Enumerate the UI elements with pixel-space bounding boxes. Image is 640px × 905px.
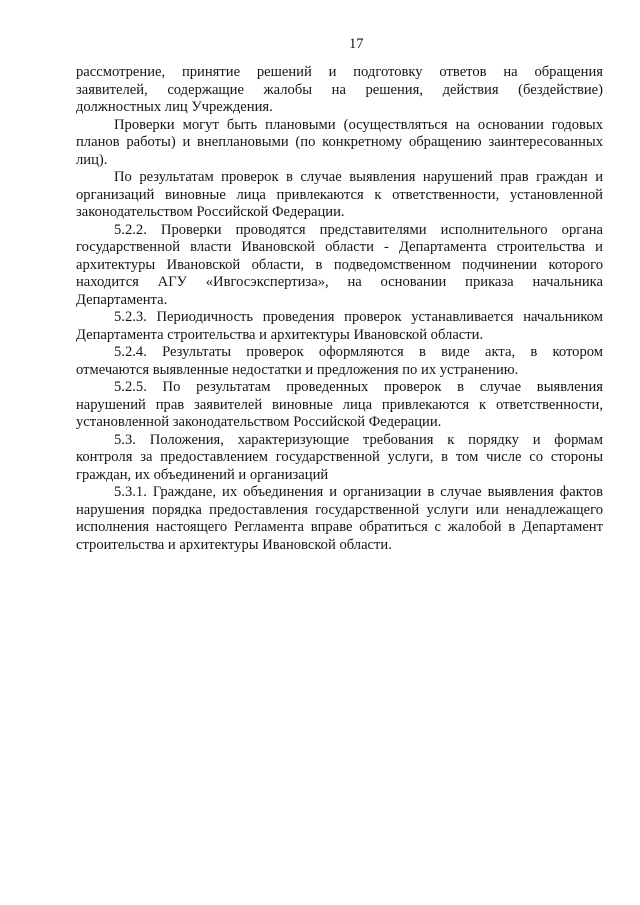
text-line: строительства и архитектуры Ивановской области. xyxy=(76,536,392,553)
clause-5-2-5 xyxy=(76,379,603,432)
text-line: Проверки могут быть плановыми (осуществляться на основании годовых xyxy=(114,116,603,133)
text-line: установленной законодательством Российской Федерации. xyxy=(76,414,442,430)
paragraph-inspections-results xyxy=(76,169,603,222)
text-line: контроля за предоставлением государственной услуги, в том числе со стороны xyxy=(76,449,603,465)
clause-5-2-3 xyxy=(76,309,603,344)
text-line: организаций виновные лица привлекаются к ответственности, установленной xyxy=(76,186,603,203)
text-line: граждан, их объединений и организаций xyxy=(76,466,329,483)
page-number: 17 xyxy=(349,36,364,52)
clause-5-3 xyxy=(76,432,603,485)
text-line: нарушений прав заявителей виновные лица привлекаются к ответственности, xyxy=(76,396,603,413)
text-line: заявителей, содержащие жалобы на решения, действия (бездействие) xyxy=(76,81,603,98)
text-line: 5.2.4. Результаты проверок оформляются в виде акта, в котором xyxy=(114,344,603,360)
clause-5-3-1 xyxy=(76,484,603,554)
text-line: отмечаются выявленные недостатки и предложения по их устранению. xyxy=(76,361,519,378)
paragraph-continued xyxy=(76,64,603,117)
text-line: По результатам проверок в случае выявления нарушений прав граждан и xyxy=(114,169,603,185)
text-line: планов работы) и внеплановыми (по конкретному обращению заинтересованных xyxy=(76,134,603,150)
text-line: Департамента строительства и архитектуры Ивановской области. xyxy=(76,326,484,343)
text-line: законодательством Российской Федерации. xyxy=(76,204,345,220)
clause-5-2-4 xyxy=(76,344,603,379)
text-line: находится АГУ «Ивгосэкспертиза», на основании приказа начальника xyxy=(76,274,603,290)
text-line: должностных лиц Учреждения. xyxy=(76,99,273,115)
text-line: 5.2.5. По результатам проведенных проверок в случае выявления xyxy=(114,379,603,395)
text-line: архитектуры Ивановской области, в подведомственном подчинении которого xyxy=(76,256,603,273)
text-line: 5.2.3. Периодичность проведения проверок устанавливается начальником xyxy=(114,309,603,325)
text-line: исполнения настоящего Регламента вправе обратиться с жалобой в Департамент xyxy=(76,519,603,535)
text-line: рассмотрение, принятие решений и подготовку ответов на обращения xyxy=(76,64,603,80)
paragraph-inspections-types xyxy=(76,117,603,170)
text-line: Департамента. xyxy=(76,291,168,308)
text-line: 5.3.1. Граждане, их объединения и организации в случае выявления фактов xyxy=(114,484,603,500)
document-body xyxy=(76,64,603,554)
clause-5-2-2 xyxy=(76,222,603,310)
text-line: государственной власти Ивановской области - Департамента строительства и xyxy=(76,239,603,255)
text-line: лиц). xyxy=(76,151,108,168)
text-line: нарушения порядка предоставления государственной услуги или ненадлежащего xyxy=(76,501,603,518)
text-line: 5.2.2. Проверки проводятся представителями исполнительного органа xyxy=(114,221,603,238)
text-line: 5.3. Положения, характеризующие требования к порядку и формам xyxy=(114,431,603,448)
